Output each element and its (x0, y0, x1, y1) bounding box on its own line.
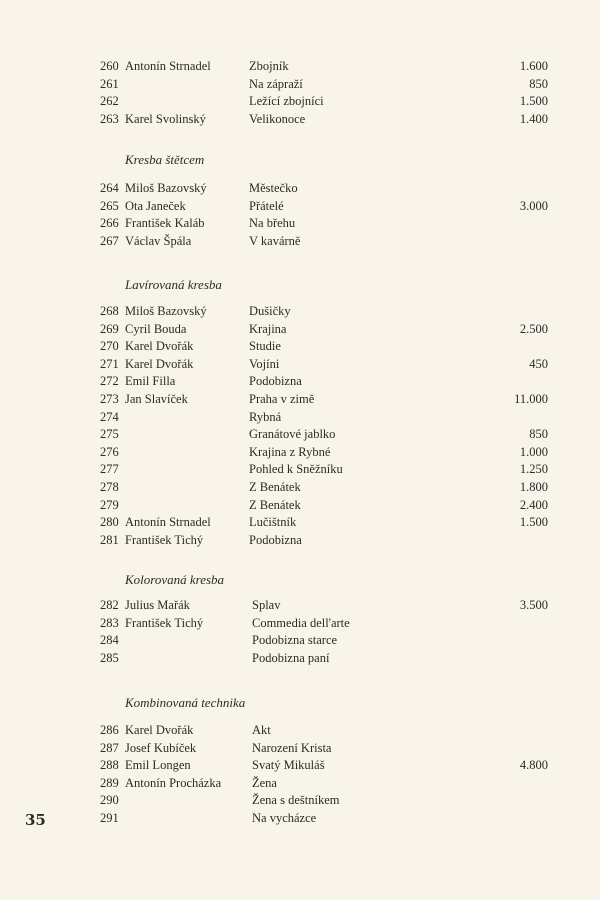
catalog-entry (0, 93, 600, 111)
catalog-entry (0, 76, 600, 94)
entry-number: 263 (100, 111, 119, 126)
entry-number: 280 (100, 515, 119, 530)
entry-number: 271 (100, 356, 119, 371)
price: 1.500 (519, 515, 548, 530)
price: 450 (529, 356, 548, 371)
catalog-entry (0, 409, 600, 427)
artist-name: Antonín Strnadel (125, 515, 211, 530)
artist-name: Ota Janeček (125, 198, 186, 213)
price: 1.600 (519, 59, 548, 73)
entry-number: 283 (100, 615, 119, 630)
section-heading: Kolorovaná kresba (125, 572, 225, 587)
artist-name: František Tichý (125, 532, 204, 547)
catalog-entry (0, 391, 600, 409)
artist-name: František Kaláb (125, 216, 205, 231)
section-heading: Lavírovaná kresba (125, 277, 222, 292)
artist-name: Karel Svolinský (125, 111, 206, 126)
artwork-title: V kavárně (249, 233, 301, 248)
price: 1.400 (519, 111, 548, 126)
entry-number: 289 (100, 775, 119, 790)
artwork-title: Narození Krista (252, 740, 332, 755)
artwork-title: Studie (249, 339, 281, 354)
catalog-entry (0, 532, 600, 550)
entry-number: 285 (100, 650, 119, 665)
catalog-entry (0, 497, 600, 515)
price: 3.500 (519, 598, 548, 612)
artwork-title: Městečko (249, 181, 298, 195)
entry-number: 282 (100, 598, 119, 612)
entry-number: 287 (100, 740, 119, 755)
price: 3.000 (519, 198, 548, 213)
price: 1.800 (519, 480, 548, 494)
entry-number: 272 (100, 374, 119, 389)
artist-name: Emil Longen (125, 758, 191, 773)
catalog-entry (0, 233, 600, 251)
entry-number: 262 (100, 94, 119, 109)
entry-number: 279 (100, 497, 119, 512)
catalog-entry (0, 597, 600, 615)
artwork-title: Rybná (249, 409, 282, 424)
entry-number: 281 (100, 532, 119, 547)
section-heading: Kresba štětcem (125, 152, 205, 167)
artist-name: Emil Filla (125, 374, 176, 389)
price: 4.800 (519, 758, 548, 773)
entry-number: 284 (100, 633, 119, 648)
catalog-entry (0, 722, 600, 740)
catalog-entry (0, 632, 600, 650)
artwork-title: Na břehu (249, 216, 296, 231)
catalog-entry (0, 740, 600, 758)
section-heading: Kombinovaná technika (125, 695, 246, 710)
catalog-entry (0, 58, 600, 76)
entry-number: 273 (100, 392, 119, 406)
artist-name: František Tichý (125, 615, 204, 630)
catalog-entry (0, 426, 600, 444)
price: 2.400 (519, 497, 548, 512)
artwork-title: Akt (252, 723, 271, 737)
catalog-entry (0, 479, 600, 497)
catalog-entry (0, 757, 600, 775)
catalog-entry (0, 810, 600, 828)
artist-name: Cyril Bouda (125, 321, 187, 336)
artist-name: Karel Dvořák (125, 723, 194, 737)
price: 1.500 (519, 94, 548, 109)
artwork-title: Žena (252, 775, 277, 790)
artist-name: Julius Mařák (125, 598, 190, 612)
entry-number: 291 (100, 811, 119, 825)
entry-number: 266 (100, 216, 119, 231)
entry-number: 286 (100, 723, 119, 737)
entry-number: 265 (100, 198, 119, 213)
catalog-entry (0, 650, 600, 668)
artwork-title: Velikonoce (249, 111, 306, 126)
catalog-entry (0, 461, 600, 479)
artist-name: Antonín Strnadel (125, 59, 211, 73)
catalog-entry (0, 356, 600, 374)
entry-number: 269 (100, 321, 119, 336)
artwork-title: Podobizna starce (252, 633, 338, 648)
entry-number: 278 (100, 480, 119, 494)
entry-number: 277 (100, 462, 119, 477)
artwork-title: Z Benátek (249, 480, 301, 494)
artwork-title: Dušičky (249, 304, 291, 318)
artwork-title: Zbojník (249, 59, 289, 73)
entry-number: 264 (100, 181, 119, 195)
page-number: 35 (25, 811, 46, 829)
entry-number: 276 (100, 444, 119, 459)
artist-name: Václav Špála (125, 233, 192, 248)
artwork-title: Krajina (249, 321, 287, 336)
artist-name: Miloš Bazovský (125, 181, 207, 195)
artwork-title: Pohled k Sněžníku (249, 462, 343, 477)
artist-name: Josef Kubíček (125, 740, 197, 755)
catalog-entry (0, 775, 600, 793)
artwork-title: Z Benátek (249, 497, 301, 512)
catalog-entry (0, 111, 600, 129)
price: 1.000 (519, 444, 548, 459)
entry-number: 288 (100, 758, 119, 773)
price: 2.500 (519, 321, 548, 336)
catalog-entry (0, 303, 600, 321)
entry-number: 290 (100, 793, 119, 808)
catalog-entry (0, 338, 600, 356)
artwork-title: Podobizna paní (252, 650, 330, 665)
entry-number: 267 (100, 233, 119, 248)
artist-name: Jan Slavíček (125, 392, 188, 406)
artwork-title: Praha v zimě (249, 392, 315, 406)
artwork-title: Na zápraží (249, 76, 303, 91)
catalog-entry (0, 198, 600, 216)
artwork-title: Žena s deštníkem (252, 793, 340, 808)
artwork-title: Podobizna (249, 532, 302, 547)
artwork-title: Commedia dell'arte (252, 615, 350, 630)
artwork-title: Svatý Mikuláš (252, 758, 325, 773)
artwork-title: Granátové jablko (249, 427, 336, 442)
artwork-title: Ležící zbojníci (249, 94, 324, 109)
catalog-entry (0, 180, 600, 198)
artist-name: Karel Dvořák (125, 356, 194, 371)
artwork-title: Vojíni (249, 356, 280, 371)
catalog-entry (0, 373, 600, 391)
entry-number: 274 (100, 409, 119, 424)
artwork-title: Lučištník (249, 515, 297, 530)
artwork-title: Podobizna (249, 374, 302, 389)
price: 850 (529, 76, 548, 91)
catalog-entry (0, 321, 600, 339)
artist-name: Antonín Procházka (125, 775, 222, 790)
entry-number: 275 (100, 427, 119, 442)
entry-number: 260 (100, 59, 119, 73)
artwork-title: Na vycházce (252, 811, 317, 825)
price: 1.250 (519, 462, 548, 477)
catalog-entry (0, 514, 600, 532)
artwork-title: Splav (252, 598, 281, 612)
artist-name: Miloš Bazovský (125, 304, 207, 318)
entry-number: 270 (100, 339, 119, 354)
catalog-entry (0, 215, 600, 233)
entry-number: 268 (100, 304, 119, 318)
artwork-title: Krajina z Rybné (249, 444, 331, 459)
catalog-entry (0, 615, 600, 633)
price: 11.000 (514, 392, 548, 406)
catalog-entry (0, 792, 600, 810)
artist-name: Karel Dvořák (125, 339, 194, 354)
price: 850 (529, 427, 548, 442)
entry-number: 261 (100, 76, 119, 91)
catalog-entry (0, 444, 600, 462)
artwork-title: Přátelé (249, 198, 284, 213)
